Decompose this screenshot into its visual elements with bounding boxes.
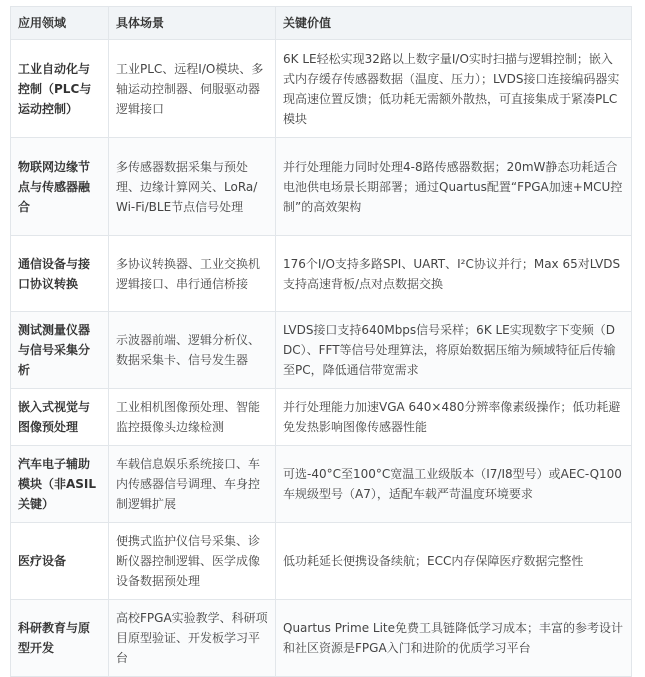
header-scene: 具体场景	[109, 7, 276, 40]
table-row	[11, 312, 632, 389]
cell-scene: 车载信息娱乐系统接口、车内传感器信号调理、车身控制逻辑扩展	[109, 446, 276, 523]
table-header-row	[11, 7, 632, 40]
application-table-container	[10, 6, 631, 677]
cell-scene: 工业PLC、远程I/O模块、多轴运动控制器、伺服驱动器逻辑接口	[109, 40, 276, 138]
cell-value: 6K LE轻松实现32路以上数字量I/O实时扫描与逻辑控制；嵌入式内存缓存传感器数据（温度、压力）；LVDS接口连接编码器实现高速位置反馈；低功耗无需额外散热，可直接集成于紧凑PLC模块	[276, 40, 632, 138]
cell-domain: 通信设备与接口协议转换	[11, 236, 109, 312]
cell-value: LVDS接口支持640Mbps信号采样；6K LE实现数字下变频（DDC）、FFT等信号处理算法，将原始数据压缩为频域特征后传输至PC，降低通信带宽需求	[276, 312, 632, 389]
cell-domain: 嵌入式视觉与图像预处理	[11, 389, 109, 446]
cell-value: 176个I/O支持多路SPI、UART、I²C协议并行；Max 65对LVDS支持高速背板/点对点数据交换	[276, 236, 632, 312]
cell-scene: 多协议转换器、工业交换机逻辑接口、串行通信桥接	[109, 236, 276, 312]
cell-domain: 测试测量仪器与信号采集分析	[11, 312, 109, 389]
cell-scene: 示波器前端、逻辑分析仪、数据采集卡、信号发生器	[109, 312, 276, 389]
table-row	[11, 40, 632, 138]
cell-domain: 汽车电子辅助模块（非ASIL关键）	[11, 446, 109, 523]
table-row	[11, 138, 632, 236]
cell-value: 并行处理能力加速VGA 640×480分辨率像素级操作；低功耗避免发热影响图像传感器性能	[276, 389, 632, 446]
cell-value: 并行处理能力同时处理4-8路传感器数据；20mW静态功耗适合电池供电场景长期部署；通过Quartus配置“FPGA加速+MCU控制”的高效架构	[276, 138, 632, 236]
header-value: 关键价值	[276, 7, 632, 40]
cell-domain: 物联网边缘节点与传感器融合	[11, 138, 109, 236]
application-table	[10, 6, 632, 677]
table-row	[11, 600, 632, 677]
cell-value: Quartus Prime Lite免费工具链降低学习成本；丰富的参考设计和社区资源是FPGA入门和进阶的优质学习平台	[276, 600, 632, 677]
table-row	[11, 236, 632, 312]
table-row	[11, 446, 632, 523]
cell-domain: 医疗设备	[11, 523, 109, 600]
header-domain: 应用领域	[11, 7, 109, 40]
table-row	[11, 389, 632, 446]
cell-domain: 工业自动化与控制（PLC与运动控制）	[11, 40, 109, 138]
cell-scene: 工业相机图像预处理、智能监控摄像头边缘检测	[109, 389, 276, 446]
table-row	[11, 523, 632, 600]
cell-domain: 科研教育与原型开发	[11, 600, 109, 677]
cell-scene: 高校FPGA实验教学、科研项目原型验证、开发板学习平台	[109, 600, 276, 677]
cell-scene: 便携式监护仪信号采集、诊断仪器控制逻辑、医学成像设备数据预处理	[109, 523, 276, 600]
cell-scene: 多传感器数据采集与预处理、边缘计算网关、LoRa/Wi-Fi/BLE节点信号处理	[109, 138, 276, 236]
cell-value: 可选-40°C至100°C宽温工业级版本（I7/I8型号）或AEC-Q100车规级型号（A7），适配车载严苛温度环境要求	[276, 446, 632, 523]
cell-value: 低功耗延长便携设备续航；ECC内存保障医疗数据完整性	[276, 523, 632, 600]
